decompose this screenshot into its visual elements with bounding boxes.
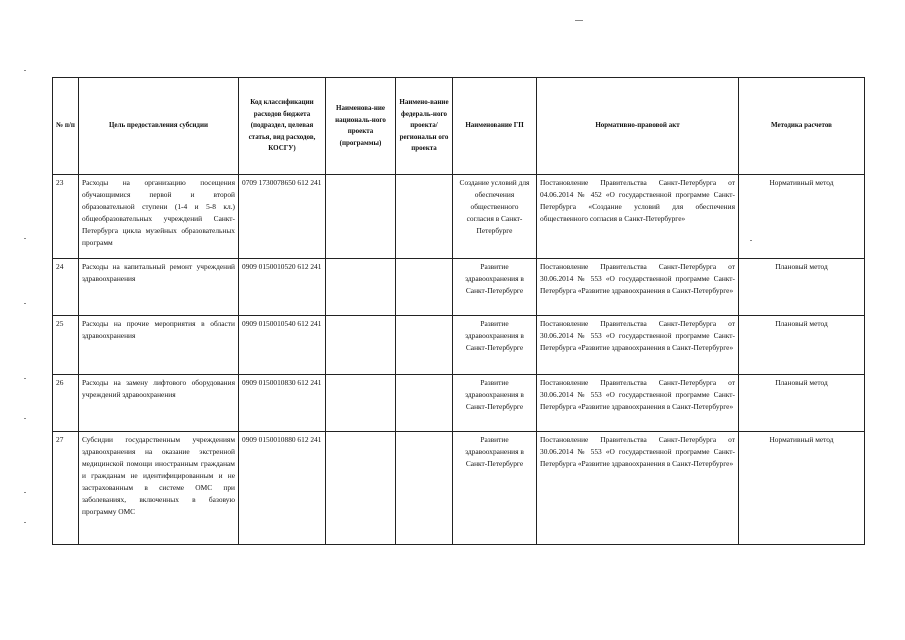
row-legal-act: Постановление Правительства Санкт-Петербурга от 30.06.2014 № 553 «О государственной программе Санкт-Петербурга «Развитие здравоохранения в Санкт-Петербурге» — [537, 316, 739, 375]
header-national-project: Наименова-ние националь-ного проекта (программы) — [326, 78, 396, 175]
row-federal-project — [396, 175, 453, 259]
row-national-project — [326, 175, 396, 259]
row-legal-act: Постановление Правительства Санкт-Петербурга от 30.06.2014 № 553 «О государственной программе Санкт-Петербурга «Развитие здравоохранения в Санкт-Петербурге» — [537, 375, 739, 432]
row-legal-act: Постановление Правительства Санкт-Петербурга от 30.06.2014 № 553 «О государственной программе Санкт-Петербурга «Развитие здравоохранения в Санкт-Петербурге» — [537, 259, 739, 316]
row-num: 27 — [53, 432, 79, 545]
header-code: Код классификации расходов бюджета (подраздел, целевая статья, вид расходов, КОСГУ) — [239, 78, 326, 175]
scan-speck — [24, 378, 26, 379]
row-code: 0909 0150010830 612 241 — [239, 375, 326, 432]
row-code: 0709 1730078650 612 241 — [239, 175, 326, 259]
row-goal: Расходы на замену лифтового оборудования учреждений здравоохранения — [79, 375, 239, 432]
row-code: 0909 0150010880 612 241 — [239, 432, 326, 545]
table-row — [53, 175, 865, 259]
row-federal-project — [396, 316, 453, 375]
row-legal-act: Постановление Правительства Санкт-Петербурга от 04.06.2014 № 452 «О государственной программе Санкт-Петербурга «Создание условий для обеспечения общественного согласия в Санкт-Петербурге» — [537, 175, 739, 259]
table-row — [53, 432, 865, 545]
row-goal: Расходы на прочие мероприятия в области здравоохранения — [79, 316, 239, 375]
row-federal-project — [396, 259, 453, 316]
row-method: Плановый метод — [739, 375, 865, 432]
row-method: Плановый метод — [739, 259, 865, 316]
row-legal-act: Постановление Правительства Санкт-Петербурга от 30.06.2014 № 553 «О государственной программе Санкт-Петербурга «Развитие здравоохранения в Санкт-Петербурге» — [537, 432, 739, 545]
header-row — [53, 78, 865, 175]
row-national-project — [326, 432, 396, 545]
header-num: № п/п — [53, 78, 79, 175]
row-num: 24 — [53, 259, 79, 316]
row-gp: Развитие здравоохранения в Санкт-Петербурге — [453, 432, 537, 545]
row-num: 25 — [53, 316, 79, 375]
header-legal-act: Нормативно-правовой акт — [537, 78, 739, 175]
row-gp: Создание условий для обеспечения общественного согласия в Санкт-Петербурге — [453, 175, 537, 259]
table-row — [53, 316, 865, 375]
row-gp: Развитие здравоохранения в Санкт-Петербурге — [453, 316, 537, 375]
subsidy-table — [52, 77, 865, 545]
row-federal-project — [396, 375, 453, 432]
row-code: 0909 0150010540 612 241 — [239, 316, 326, 375]
row-method: Нормативный метод — [739, 432, 865, 545]
header-federal-project: Наимено-вание федераль-ного проекта/ региональн ого проекта — [396, 78, 453, 175]
row-goal: Расходы на организацию посещения обучающимися первой и второй образовательной ступени (1-4 и 5-8 кл.) общеобразовательных учреждений Санкт-Петербурга цикла музейных образовательных программ — [79, 175, 239, 259]
row-code: 0909 0150010520 612 241 — [239, 259, 326, 316]
scan-speck — [24, 522, 26, 523]
table-row — [53, 259, 865, 316]
scan-speck — [24, 238, 26, 239]
header-gp: Наименование ГП — [453, 78, 537, 175]
row-national-project — [326, 316, 396, 375]
row-gp: Развитие здравоохранения в Санкт-Петербурге — [453, 375, 537, 432]
scan-speck — [24, 303, 26, 304]
header-method: Методика расчетов — [739, 78, 865, 175]
scan-speck — [575, 20, 583, 21]
row-num: 23 — [53, 175, 79, 259]
header-goal: Цель предоставления субсидии — [79, 78, 239, 175]
table-row — [53, 375, 865, 432]
row-num: 26 — [53, 375, 79, 432]
row-federal-project — [396, 432, 453, 545]
row-method: Плановый метод — [739, 316, 865, 375]
scan-speck — [24, 492, 26, 493]
scan-speck — [24, 418, 26, 419]
row-method: Нормативный метод — [739, 175, 865, 259]
scan-speck — [24, 70, 26, 71]
row-national-project — [326, 259, 396, 316]
row-goal: Расходы на капитальный ремонт учреждений здравоохранения — [79, 259, 239, 316]
row-gp: Развитие здравоохранения в Санкт-Петербурге — [453, 259, 537, 316]
row-goal: Субсидии государственным учреждениям здравоохранения на оказание экстренной медицинской помощи иностранным гражданам и гражданам не идентифицированным и не застрахованным в системе ОМС при заболеваниях, включенных в базовую программу ОМС — [79, 432, 239, 545]
row-national-project — [326, 375, 396, 432]
